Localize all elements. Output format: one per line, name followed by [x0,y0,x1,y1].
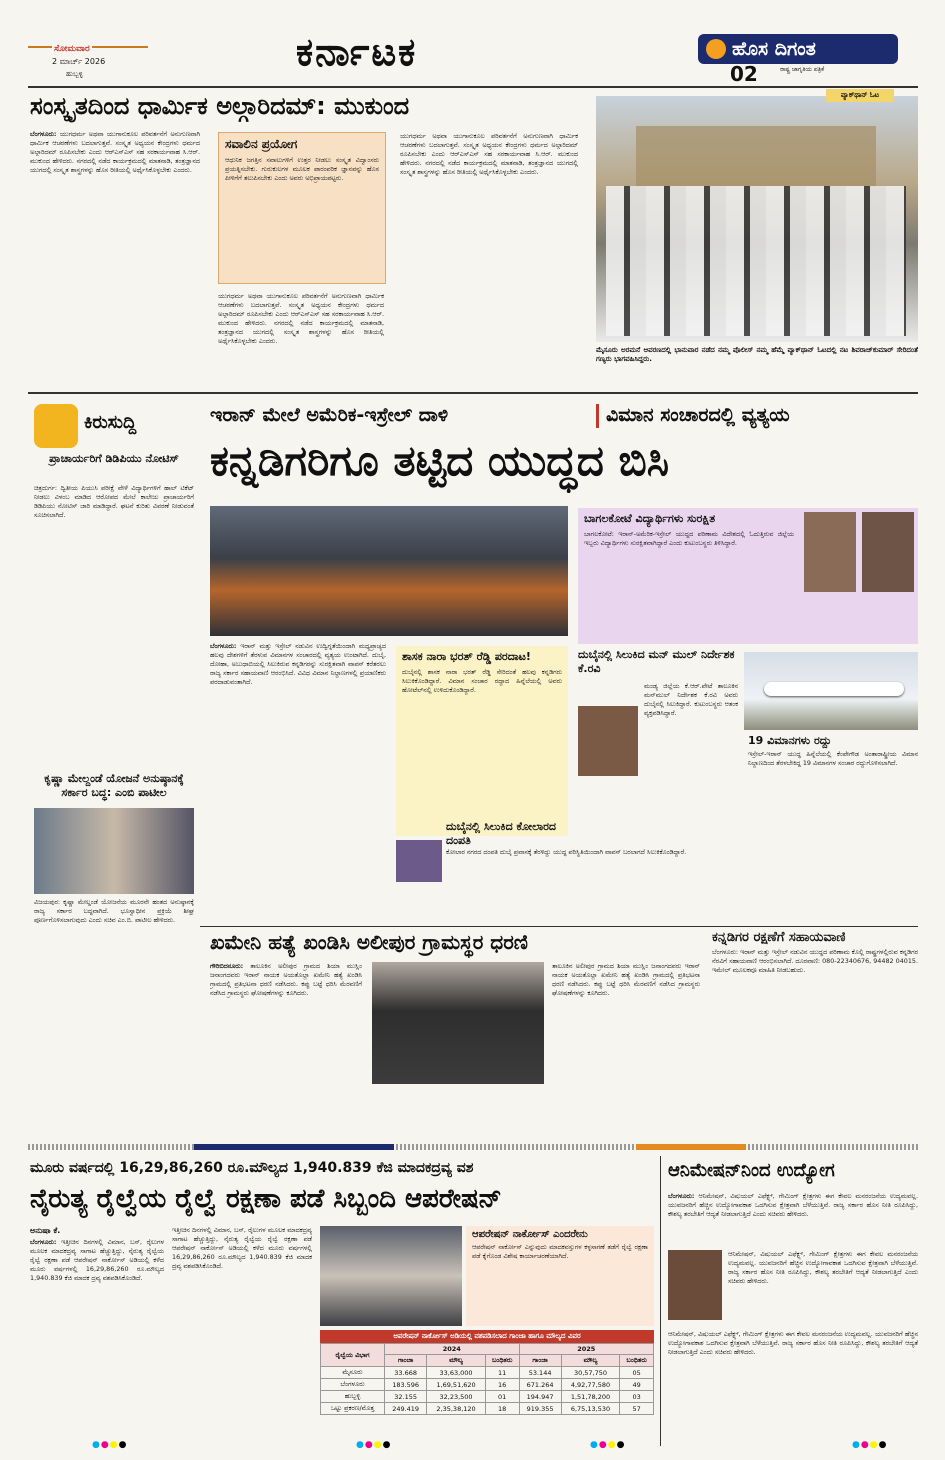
paper-tagline: ರಾಷ್ಟ್ರ ಜಾಗೃತಿಯ ಪತ್ರಿಕೆ [780,66,825,73]
table-row: ಮೈಸೂರು 33.668 33,63,000 11 53.144 30,57,750 05 [321,1367,654,1379]
khamenei-body: ಗೌರಿಬಿದನೂರು: ತಾಲೂಕಿನ ಅಲೀಪುರ ಗ್ರಾಮದ ಶಿಯಾ ಮುಸ್ಲಿಂ ಜನಾಂಗದವರು ಇರಾನ್ ನಾಯಕ ಅಯತೊಲ್ಲಾ ಖಮೇನಿ ಹತ್ಯೆ ಖಂಡಿಸಿ ಗ್ರಾಮದಲ್ಲಿ ಪ್ರತಿಭಟನಾ ಧರಣಿ ನಡೆಸಿದರು. ಕಪ್ಪು ಬಟ್ಟೆ ಧರಿಸಿ ಮೆರವಣಿಗೆ ನಡೆಸಿದ ಗ್ರಾಮಸ್ಥರು ಘೋಷಣೆಗಳನ್ನು ಕೂಗಿದರು. [210,962,362,997]
story1-body [30,130,200,380]
railway-box-title: ಆಪರೇಷನ್ ನಾರ್ಕೋಸ್ ಎಂದರೇನು [472,1229,588,1240]
seizure-table-wrap [320,1330,654,1415]
th-year2: 2025 [519,1344,654,1355]
th-arrests-2: ಬಂಧಿತರು [620,1355,654,1367]
th-ganja-1: ಗಾಂಜಾ [385,1355,427,1367]
table-row: ಒಟ್ಟು ಪ್ರಕರಣ/ಮೊತ್ತ 249.419 2,35,38,120 18 919.355 6,75,13,530 57 [321,1403,654,1415]
helpline-body: ಬೆಂಗಳೂರು: ಇರಾನ್ ಮತ್ತು ಇಸ್ರೇಲ್ ನಡುವಿನ ಯುದ್ಧದ ಪರಿಣಾಮ ಕೊಲ್ಲಿ ರಾಷ್ಟ್ರಗಳಲ್ಲಿರುವ ಕನ್ನಡಿಗರ ನೆರವಿಗೆ ಸಹಾಯವಾಣಿ ಆರಂಭಿಸಲಾಗಿದೆ. ದೂರವಾಣಿ: 080-22340676, 94482 04015. ಇಮೇಲ್ ಮೂಲಕವೂ ಮಾಹಿತಿ ನೀಡಬಹುದು. [712,948,918,974]
lead-dateline: ಬೆಂಗಳೂರು: [210,642,237,650]
animation-divider [660,1156,661,1446]
couple-photo [396,840,442,882]
th-value-2: ಮೌಲ್ಯ [561,1355,620,1367]
logo-emblem-icon [706,39,726,59]
khamenei-col3: ತಾಲೂಕಿನ ಅಲೀಪುರ ಗ್ರಾಮದ ಶಿಯಾ ಮುಸ್ಲಿಂ ಜನಾಂಗದವರು ಇರಾನ್ ನಾಯಕ ಅಯತೊಲ್ಲಾ ಖಮೇನಿ ಹತ್ಯೆ ಖಂಡಿಸಿ ಗ್ರಾಮದಲ್ಲಿ ಪ್ರತಿಭಟನಾ ಧರಣಿ ನಡೆಸಿದರು. ಕಪ್ಪು ಬಟ್ಟೆ ಧರಿಸಿ ಮೆರವಣಿಗೆ ನಡೆಸಿದ ಗ್ರಾಮಸ್ಥರು ಘೋಷಣೆಗಳನ್ನು ಕೂಗಿದರು. [552,962,700,997]
animation-body-side: ಆನಿಮೇಷನ್, ವಿಷುಯಲ್ ಎಫೆಕ್ಟ್ಸ್, ಗೇಮಿಂಗ್ ಕ್ಷೇತ್ರಗಳು ಈಗ ಕೇವಲ ಮನರಂಜನೆಯ ಉದ್ಯಮವಲ್ಲ. ಯುವಜನರಿಗೆ ಹೆಚ್ಚಿನ ಉದ್ಯೋಗಾವಕಾಶ ಒದಗಿಸುವ ಕ್ಷೇತ್ರವಾಗಿ ಬೆಳೆಯುತ್ತಿವೆ. ರಾಜ್ಯ ಸರ್ಕಾರ ಹೊಸ ನೀತಿ ರೂಪಿಸಿದ್ದು, ಕೌಶಲ್ಯ ತರಬೇತಿಗೆ ಆದ್ಯತೆ ನೀಡಲಾಗುತ್ತಿದೆ ಎಂದು ಸಚಿವರು ಹೇಳಿದರು. [728,1250,918,1285]
lead-sub5-title: 19 ವಿಮಾನಗಳು ರದ್ದು [748,734,832,747]
railway-col2: ಇತ್ತೀಚಿನ ದಿನಗಳಲ್ಲಿ ವಿಮಾನ, ಬಸ್, ರೈಲುಗಳ ಮೂಲಕ ಮಾದಕದ್ರವ್ಯ ಸಾಗಾಟ ಹೆಚ್ಚುತ್ತಿದ್ದು, ನೈರುತ್ಯ ರೈಲ್ವೆಯ ರೈಲ್ವೆ ರಕ್ಷಣಾ ಪಡೆ ಆಪರೇಷನ್ ನಾರ್ಕೋಸ್ ಅಡಿಯಲ್ಲಿ ಕಳೆದ ಮೂರು ವರ್ಷಗಳಲ್ಲಿ 16,29,86,260 ರೂ.ಮೌಲ್ಯದ 1,940.839 ಕೆಜಿ ಮಾದಕ ದ್ರವ್ಯ ವಶಪಡಿಸಿಕೊಂಡಿದೆ. [172,1226,312,1270]
animation-headline: ಆನಿಮೇಷನ್‌ನಿಂದ ಉದ್ಯೋಗ [668,1160,835,1181]
ravi-photo [578,706,638,776]
story1-col3: ಯುಗಧರ್ಮ ಅಥವಾ ಯುಗಾನುಕೂಲ ಪರಿವರ್ತನೆಗೆ ಅನುಗುಣವಾಗಿ ಧಾರ್ಮಿಕ ಆಚರಣೆಗಳು ಬದಲಾಗುತ್ತವೆ. ಸಂಸ್ಕೃತ ಅಧ್ಯಯನ ಕೇಂದ್ರಗಳು ಧರ್ಮದ ಅಲ್ಗಾರಿದಮ್ ರೂಪಿಸಬೇಕು ಎಂದು ಆರ್‌ಎಸ್‌ಎಸ್ ಸಹ ಸರಕಾರ್ಯವಾಹ ಸಿ.ಆರ್. ಮುಕುಂದ ಹೇಳಿದರು. ನಗರದಲ್ಲಿ ನಡೆದ ಕಾರ್ಯಕ್ರಮದಲ್ಲಿ ಮಾತನಾಡಿ, ತಂತ್ರಜ್ಞಾನದ ಯುಗದಲ್ಲಿ ಸಂಸ್ಕೃತ ಶಾಸ್ತ್ರಗಳನ್ನು ಹೊಸ ರೀತಿಯಲ್ಲಿ ಅರ್ಥೈಸಿಕೊಳ್ಳಬೇಕು ಎಂದರು. [218,292,384,345]
lead-sub2-title: ಶಾಸಕ ನಾರಾ ಭರತ್ ರೆಡ್ಡಿ ಪರದಾಟ! [402,650,531,663]
student-photo-2 [862,512,914,592]
kirusuddi-item2-body: ವಿಜಯಪುರ: ಕೃಷ್ಣಾ ಮೇಲ್ದಂಡೆ ಯೋಜನೆಯ ಮೂರನೇ ಹಂತದ ಅನುಷ್ಠಾನಕ್ಕೆ ರಾಜ್ಯ ಸರ್ಕಾರ ಬದ್ಧವಾಗಿದೆ. ಭೂಸ್ವಾಧೀನ ಪ್ರಕ್ರಿಯೆ ಶೀಘ್ರ ಪೂರ್ಣಗೊಳಿಸಲಾಗುವುದು ಎಂದು ಸಚಿವ ಎಂ.ಬಿ. ಪಾಟೀಲ ಹೇಳಿದರು. [34,898,194,924]
seizure-table [320,1343,654,1415]
lead-sub3-body: ಮಂಡ್ಯ ಜಿಲ್ಲೆಯ ಕೆ.ಆರ್.ಪೇಟೆ ತಾಲೂಕಿನ ಮನ್‌ಮುಲ್ ನಿರ್ದೇಶಕ ಕೆ.ರವಿ ಅವರು ದುಬೈನಲ್ಲಿ ಸಿಲುಕಿದ್ದಾರೆ. ಕುಟುಂಬಸ್ಥರು ಆತಂಕ ವ್ಯಕ್ತಪಡಿಸಿದ್ದಾರೆ. [644,682,738,717]
photo1-tag: ವ್ಯಾಕ್‌ಥಾನ್ ಓಟ [826,89,894,102]
lead-sub3-title: ದುಬೈನಲ್ಲಿ ಸಿಲುಕಿದ ಮನ್ ಮುಲ್ ನಿರ್ದೇಶಕ ಕೆ.ರವಿ [578,648,735,675]
kicker-divider [596,404,599,428]
lead-sub1-title: ಬಾಗಲಕೋಟೆ ವಿದ್ಯಾರ್ಥಿಗಳು ಸುರಕ್ಷಿತ [584,512,716,525]
paper-name: ಹೊಸ ದಿಗಂತ [732,38,816,60]
railway-photo [320,1226,462,1326]
khamenei-headline: ಖಮೇನಿ ಹತ್ಯೆ ಖಂಡಿಸಿ ಅಲೀಪುರ ಗ್ರಾಮಸ್ಥರ ಧರಣಿ [210,930,528,954]
helpline-headline: ಕನ್ನಡಿಗರ ರಕ್ಷಣೆಗೆ ಸಹಾಯವಾಣಿ [712,930,846,945]
bottom-stripe-orange [636,1144,746,1150]
lead-sub2-box [396,646,568,836]
lead-sub5-body: ಇಸ್ರೇಲ್-ಇರಾನ್ ಯುದ್ಧ ಹಿನ್ನೆಲೆಯಲ್ಲಿ ಕೆಂಪೇಗೌಡ ಅಂತಾರಾಷ್ಟ್ರೀಯ ವಿಮಾನ ನಿಲ್ದಾಣದಿಂದ ತೆರಳಬೇಕಿದ್ದ 19 ವಿಮಾನಗಳ ಸಂಚಾರ ರದ್ದುಗೊಳಿಸಲಾಗಿದೆ. [748,750,918,767]
th-ganja-2: ಗಾಂಜಾ [519,1355,561,1367]
story1-headline: ಸಂಸ್ಕೃತದಿಂದ ಧಾರ್ಮಿಕ ಅಲ್ಗಾರಿದಮ್: ಮುಕುಂದ [30,92,410,120]
registration-marks-2: ●●●● [356,1440,392,1450]
th-value-1: ಮೌಲ್ಯ [427,1355,486,1367]
lead-sub4-title: ದುಬೈನಲ್ಲಿ ಸಿಲುಕಿದ ಕೋಲಾರದ ದಂಪತಿ [446,820,557,847]
lead-sub4-body: ಕೋಲಾರ ನಗರದ ದಂಪತಿ ದುಬೈ ಪ್ರವಾಸಕ್ಕೆ ತೆರಳಿದ್ದು ಯುದ್ಧ ಪರಿಸ್ಥಿತಿಯಿಂದಾಗಿ ವಾಪಸ್ ಬರಲಾಗದೆ ಸಿಲುಕಿಕೊಂಡಿದ್ದಾರೆ. [446,848,687,856]
animation-photo [668,1250,722,1320]
lead-sub1-body: ಬಾಗಲಕೋಟೆ: ಇರಾನ್-ಅಮೆರಿಕ-ಇಸ್ರೇಲ್ ಯುದ್ಧದ ಪರಿಣಾಮ ವಿದೇಶದಲ್ಲಿ ಓದುತ್ತಿರುವ ಜಿಲ್ಲೆಯ ಇಬ್ಬರು ವಿದ್ಯಾರ್ಥಿಗಳು ಸುರಕ್ಷಿತವಾಗಿದ್ದಾರೆ ಎಂದು ಕುಟುಂಬಸ್ಥರು ತಿಳಿಸಿದ್ದಾರೆ. [584,530,794,547]
student-photo-1 [804,512,856,592]
th-arrests-1: ಬಂಧಿತರು [485,1355,519,1367]
runners-group [606,186,906,336]
paper-logo [698,34,898,64]
masthead-day: ಸೋಮವಾರ [54,44,90,54]
section-title: ಕರ್ನಾಟಕ [296,30,418,74]
walkathon-photo [596,96,918,342]
kirusuddi-item1-body: ಚಿತ್ರದುರ್ಗ: ದ್ವಿತೀಯ ಪಿಯುಸಿ ಪರೀಕ್ಷೆ ವೇಳೆ ವಿದ್ಯಾರ್ಥಿಗಳಿಗೆ ಹಾಲ್ ಟಿಕೆಟ್ ನೀಡಲು ವಿಳಂಬ ಮಾಡಿದ ಆರೋಪದ ಮೇಲೆ ಕಾಲೇಜು ಪ್ರಾಚಾರ್ಯರಿಗೆ ಡಿಡಿಪಿಯು ನೋಟಿಸ್ ಜಾರಿ ಮಾಡಿದ್ದಾರೆ. ಘಟನೆ ಕುರಿತು ವಿವರಣೆ ನೀಡುವಂತೆ ಸೂಚಿಸಲಾಗಿದೆ. [34,484,194,519]
railway-headline: ನೈರುತ್ಯ ರೈಲ್ವೆಯ ರೈಲ್ವೆ ರಕ್ಷಣಾ ಪಡೆ ಸಿಬ್ಬಂದಿ ಆಪರೇಷನ್ [30,1184,502,1214]
masthead-divider [28,86,918,88]
story1-dateline: ಬೆಂಗಳೂರು: [30,130,57,138]
story1-text: ಯುಗಧರ್ಮ ಅಥವಾ ಯುಗಾನುಕೂಲ ಪರಿವರ್ತನೆಗೆ ಅನುಗುಣವಾಗಿ ಧಾರ್ಮಿಕ ಆಚರಣೆಗಳು ಬದಲಾಗುತ್ತವೆ. ಸಂಸ್ಕೃತ ಅಧ್ಯಯನ ಕೇಂದ್ರಗಳು ಧರ್ಮದ ಅಲ್ಗಾರಿದಮ್ ರೂಪಿಸಬೇಕು ಎಂದು ಆರ್‌ಎಸ್‌ಎಸ್ ಸಹ ಸರಕಾರ್ಯವಾಹ ಸಿ.ಆರ್. ಮುಕುಂದ ಹೇಳಿದರು. ನಗರದಲ್ಲಿ ನಡೆದ ಕಾರ್ಯಕ್ರಮದಲ್ಲಿ ಮಾತನಾಡಿ, ತಂತ್ರಜ್ಞಾನದ ಯುಗದಲ್ಲಿ ಸಂಸ್ಕೃತ ಶಾಸ್ತ್ರಗಳನ್ನು ಹೊಸ ರೀತಿಯಲ್ಲಿ ಅರ್ಥೈಸಿಕೊಳ್ಳಬೇಕು ಎಂದರು. [30,130,200,174]
railway-byline: ಅನುಷಾ ಕೆ. [30,1226,61,1235]
kirusuddi-label: ಕಿರುಸುದ್ದಿ [84,412,137,433]
railway-body: ಬೆಂಗಳೂರು: ಇತ್ತೀಚಿನ ದಿನಗಳಲ್ಲಿ ವಿಮಾನ, ಬಸ್, ರೈಲುಗಳ ಮೂಲಕ ಮಾದಕದ್ರವ್ಯ ಸಾಗಾಟ ಹೆಚ್ಚುತ್ತಿದ್ದು, ನೈರುತ್ಯ ರೈಲ್ವೆಯ ರೈಲ್ವೆ ರಕ್ಷಣಾ ಪಡೆ ಆಪರೇಷನ್ ನಾರ್ಕೋಸ್ ಅಡಿಯಲ್ಲಿ ಕಳೆದ ಮೂರು ವರ್ಷಗಳಲ್ಲಿ 16,29,86,260 ರೂ.ಮೌಲ್ಯದ 1,940.839 ಕೆಜಿ ಮಾದಕ ದ್ರವ್ಯ ವಶಪಡಿಸಿಕೊಂಡಿದೆ. [30,1238,164,1282]
railway-kicker: ಮೂರು ವರ್ಷದಲ್ಲಿ 16,29,86,260 ರೂ.ಮೌಲ್ಯದ 1,940.839 ಕೆಜಿ ಮಾದಕದ್ರವ್ಯ ವಶ [30,1160,474,1176]
kirusuddi-badge [34,404,78,448]
story1-col4: ಯುಗಧರ್ಮ ಅಥವಾ ಯುಗಾನುಕೂಲ ಪರಿವರ್ತನೆಗೆ ಅನುಗುಣವಾಗಿ ಧಾರ್ಮಿಕ ಆಚರಣೆಗಳು ಬದಲಾಗುತ್ತವೆ. ಸಂಸ್ಕೃತ ಅಧ್ಯಯನ ಕೇಂದ್ರಗಳು ಧರ್ಮದ ಅಲ್ಗಾರಿದಮ್ ರೂಪಿಸಬೇಕು ಎಂದು ಆರ್‌ಎಸ್‌ಎಸ್ ಸಹ ಸರಕಾರ್ಯವಾಹ ಸಿ.ಆರ್. ಮುಕುಂದ ಹೇಳಿದರು. ನಗರದಲ್ಲಿ ನಡೆದ ಕಾರ್ಯಕ್ರಮದಲ್ಲಿ ಮಾತನಾಡಿ, ತಂತ್ರಜ್ಞಾನದ ಯುಗದಲ್ಲಿ ಸಂಸ್ಕೃತ ಶಾಸ್ತ್ರಗಳನ್ನು ಹೊಸ ರೀತಿಯಲ್ಲಿ ಅರ್ಥೈಸಿಕೊಳ್ಳಬೇಕು ಎಂದರು. [400,132,578,176]
railway-box [466,1226,654,1326]
th-year1: 2024 [385,1344,519,1355]
lead-sub1-box [578,508,918,644]
seizure-table-title: ಆಪರೇಷನ್ ನಾರ್ಕೋಸ್ ಅಡಿಯಲ್ಲಿ ವಶಪಡಿಸಲಾದ ಗಾಂಜಾ ಹಾಗೂ ಮೌಲ್ಯದ ವಿವರ [320,1330,654,1343]
lead-body: ಬೆಂಗಳೂರು: ಇರಾನ್ ಮತ್ತು ಇಸ್ರೇಲ್ ನಡುವಿನ ಉದ್ವಿಗ್ನತೆಯಿಂದಾಗಿ ಮಧ್ಯಪ್ರಾಚ್ಯದ ಹಲವು ದೇಶಗಳಿಗೆ ತೆರಳುವ ವಿಮಾನಗಳ ಸಂಚಾರದಲ್ಲಿ ವ್ಯತ್ಯಯ ಉಂಟಾಗಿದೆ. ದುಬೈ, ದೋಹಾ, ಅಬುಧಾಬಿಯಲ್ಲಿ ಸಿಲುಕಿರುವ ಕನ್ನಡಿಗರನ್ನು ಸುರಕ್ಷಿತವಾಗಿ ವಾಪಸ್ ಕರೆತರಲು ರಾಜ್ಯ ಸರ್ಕಾರ ಸಹಾಯವಾಣಿ ಆರಂಭಿಸಿದೆ. ವಿವಿಧ ವಿಮಾನ ನಿಲ್ದಾಣಗಳಲ್ಲಿ ಪ್ರಯಾಣಿಕರು ಪರದಾಡುವಂತಾಗಿದೆ. [210,642,386,686]
bottom-stripe [28,1144,918,1150]
protest-photo [372,962,544,1084]
palace-silhouette [636,126,876,186]
photo1-caption: ಮೈಸೂರು ಅರಮನೆ ಆವರಣದಲ್ಲಿ ಭಾನುವಾರ ನಡೆದ ನಮ್ಮ ಪೊಲೀಸ್ ನಮ್ಮ ಹೆಮ್ಮೆ ವ್ಯಾಕ್‌ಥಾನ್ ಓಟದಲ್ಲಿ ನಟ ಶಿವರಾಜ್‌ಕುಮಾರ್ ಸೇರಿದಂತೆ ಗಣ್ಯರು ಭಾಗವಹಿಸಿದ್ದರು. [596,346,918,363]
table-row: ಹುಬ್ಬಳ್ಳಿ 32.155 32,23,500 01 194.947 1,51,78,200 03 [321,1391,654,1403]
masthead-date: 2 ಮಾರ್ಚ್ 2026 [52,57,106,66]
kirusuddi-item2-title: ಕೃಷ್ಣಾ ಮೇಲ್ದಂಡೆ ಯೋಜನೆ ಅನುಷ್ಠಾನಕ್ಕೆ ಸರ್ಕಾರ ಬದ್ಧ: ಎಂಬಿ ಪಾಟೀಲ [44,772,184,799]
masthead-city: ಹುಬ್ಬಳ್ಳಿ [66,70,83,78]
registration-marks: ●●●● [92,1440,128,1450]
kirusuddi-item1-title: ಪ್ರಾಚಾರ್ಯರಿಗೆ ಡಿಡಿಪಿಯು ನೋಟಿಸ್ [49,452,179,465]
lead-headline: ಕನ್ನಡಿಗರಿಗೂ ತಟ್ಟಿದ ಯುದ್ಧದ ಬಿಸಿ [210,436,670,485]
registration-marks-4: ●●●● [852,1440,888,1450]
page-number: 02 [730,62,758,86]
divider-2 [28,392,918,394]
story1-box-title: ಸವಾಲಿನ ಪ್ರಯೋಗ [225,137,298,151]
lead-photo [210,506,568,636]
table-row: ಬೆಂಗಳೂರು 183.596 1,69,51,620 16 671.264 4,92,77,580 49 [321,1379,654,1391]
divider-3 [200,926,918,927]
animation-body-bottom: ಆನಿಮೇಷನ್, ವಿಷುಯಲ್ ಎಫೆಕ್ಟ್ಸ್, ಗೇಮಿಂಗ್ ಕ್ಷೇತ್ರಗಳು ಈಗ ಕೇವಲ ಮನರಂಜನೆಯ ಉದ್ಯಮವಲ್ಲ. ಯುವಜನರಿಗೆ ಹೆಚ್ಚಿನ ಉದ್ಯೋಗಾವಕಾಶ ಒದಗಿಸುವ ಕ್ಷೇತ್ರವಾಗಿ ಬೆಳೆಯುತ್ತಿವೆ. ರಾಜ್ಯ ಸರ್ಕಾರ ಹೊಸ ನೀತಿ ರೂಪಿಸಿದ್ದು, ಕೌಶಲ್ಯ ತರಬೇತಿಗೆ ಆದ್ಯತೆ ನೀಡಲಾಗುತ್ತಿದೆ ಎಂದು ಸಚಿವರು ಹೇಳಿದರು. [668,1330,918,1356]
lead-kicker-right: ವಿಮಾನ ಸಂಚಾರದಲ್ಲಿ ವ್ಯತ್ಯಯ [606,404,790,426]
bottom-stripe-accent [194,1144,394,1150]
kirusuddi-photo [34,808,194,894]
story1-box [218,132,386,284]
aircraft-shape [764,682,904,696]
plane-photo [744,652,918,730]
animation-body-top: ಬೆಂಗಳೂರು: ಆನಿಮೇಷನ್, ವಿಷುಯಲ್ ಎಫೆಕ್ಟ್ಸ್, ಗೇಮಿಂಗ್ ಕ್ಷೇತ್ರಗಳು ಈಗ ಕೇವಲ ಮನರಂಜನೆಯ ಉದ್ಯಮವಲ್ಲ. ಯುವಜನರಿಗೆ ಹೆಚ್ಚಿನ ಉದ್ಯೋಗಾವಕಾಶ ಒದಗಿಸುವ ಕ್ಷೇತ್ರವಾಗಿ ಬೆಳೆಯುತ್ತಿವೆ. ರಾಜ್ಯ ಸರ್ಕಾರ ಹೊಸ ನೀತಿ ರೂಪಿಸಿದ್ದು, ಕೌಶಲ್ಯ ತರಬೇತಿಗೆ ಆದ್ಯತೆ ನೀಡಲಾಗುತ್ತಿದೆ ಎಂದು ಸಚಿವರು ಹೇಳಿದರು. [668,1192,918,1218]
railway-box-body: ಆಪರೇಷನ್ ನಾರ್ಕೋಸ್ ಎನ್ನುವುದು ಮಾದಕವಸ್ತುಗಳ ಕಳ್ಳಸಾಗಣೆ ತಡೆಗೆ ರೈಲ್ವೆ ರಕ್ಷಣಾ ಪಡೆ ಕೈಗೊಂಡ ವಿಶೇಷ ಕಾರ್ಯಾಚರಣೆಯಾಗಿದೆ. [472,1243,648,1260]
lead-kicker-left: ಇರಾನ್ ಮೇಲೆ ಅಮೆರಿಕ-ಇಸ್ರೇಲ್ ದಾಳಿ [210,404,449,426]
registration-marks-3: ●●●● [590,1440,626,1450]
th-division: ರೈಲ್ವೆಯ ವಿಭಾಗ [321,1344,385,1367]
story1-box-body: ಆಧುನಿಕ ಜಗತ್ತಿನ ಸವಾಲುಗಳಿಗೆ ಉತ್ತರ ನೀಡಲು ಸಂಸ್ಕೃತ ವಿದ್ವಾಂಸರು ಪ್ರಯತ್ನಿಸಬೇಕು. ಗುರುಕುಲಗಳ ಮೂಲಕ ಪಾರಂಪರಿಕ ಜ್ಞಾನವನ್ನು ಹೊಸ ಪೀಳಿಗೆಗೆ ತಲುಪಿಸಬೇಕು ಎಂದು ಅವರು ಅಭಿಪ್ರಾಯಪಟ್ಟರು. [225,156,379,182]
lead-sub2-body: ದುಬೈನಲ್ಲಿ ಶಾಸಕ ನಾರಾ ಭರತ್ ರೆಡ್ಡಿ ಸೇರಿದಂತೆ ಹಲವು ಕನ್ನಡಿಗರು ಸಿಲುಕಿಕೊಂಡಿದ್ದಾರೆ. ವಿಮಾನ ಸಂಚಾರ ರದ್ದಾದ ಹಿನ್ನೆಲೆಯಲ್ಲಿ ಅವರು ಹೋಟೆಲ್‌ನಲ್ಲಿ ಉಳಿದುಕೊಂಡಿದ್ದಾರೆ. [402,668,562,694]
